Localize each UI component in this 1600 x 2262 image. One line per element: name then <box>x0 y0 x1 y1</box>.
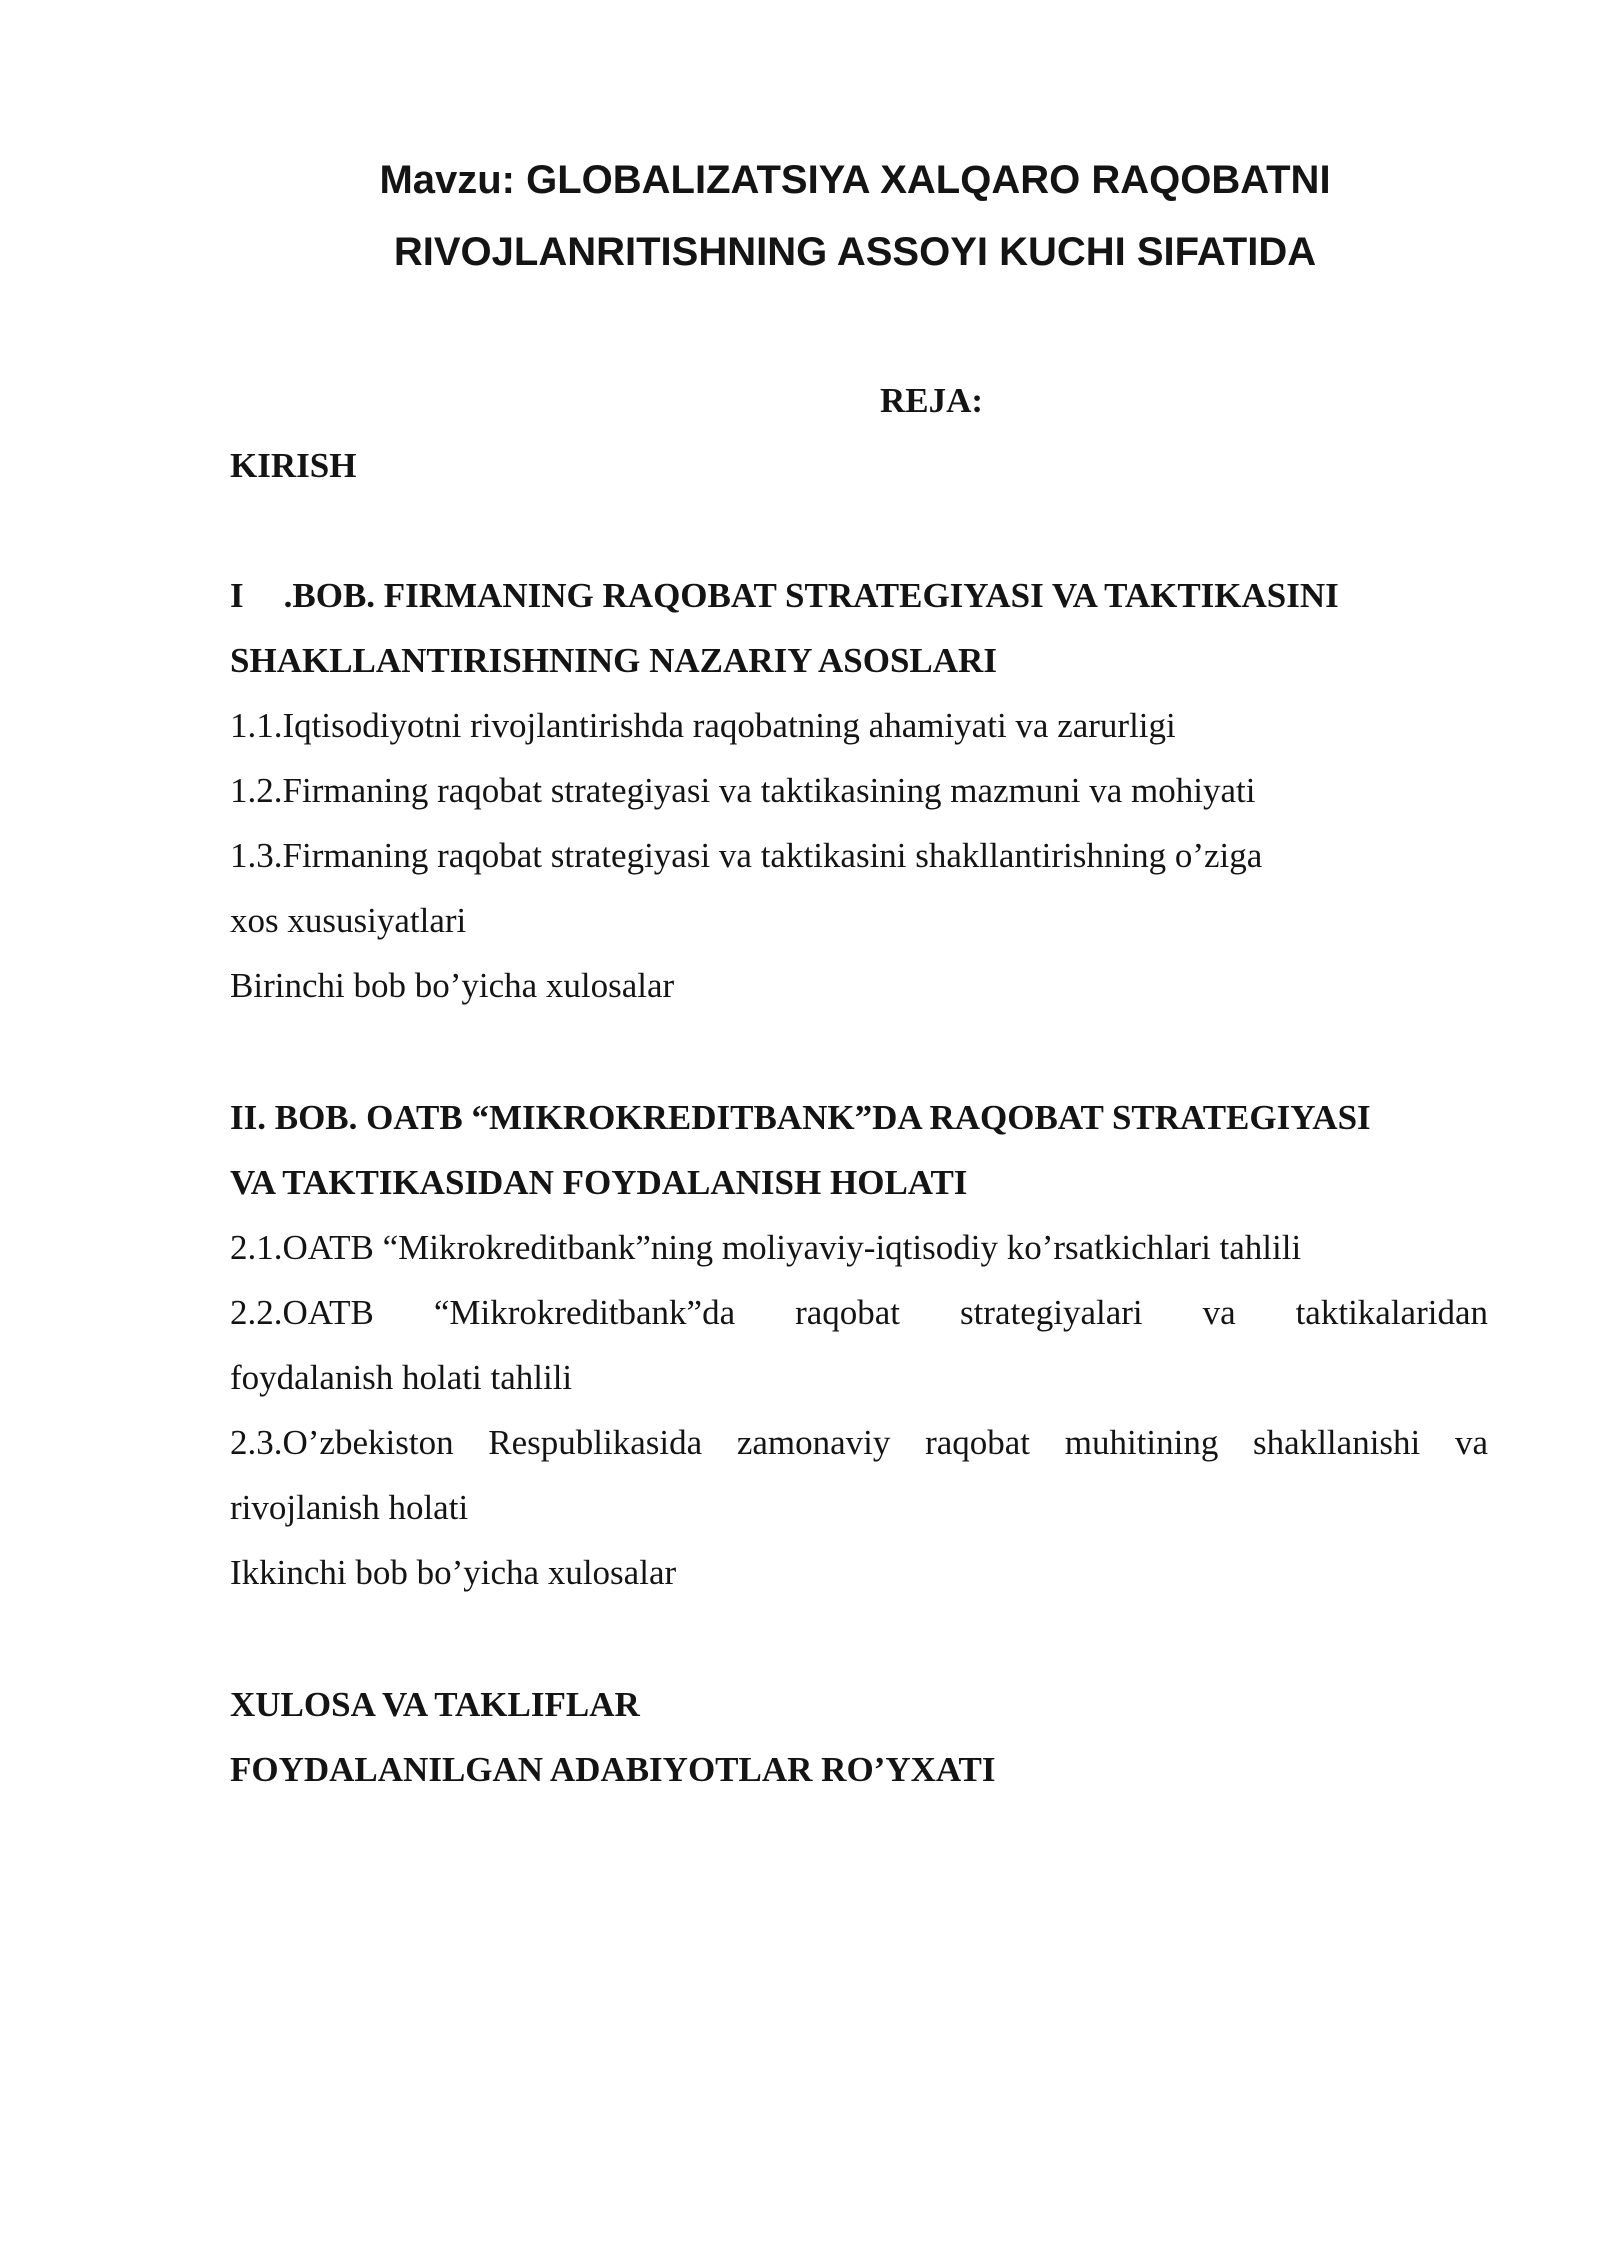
chapter-2-conclusion: Ikkinchi bob bo’yicha xulosalar <box>230 1553 677 1592</box>
chapter-1-title: .BOB. FIRMANING RAQOBAT STRATEGIYASI VA TAKTIKASINI <box>283 576 1339 615</box>
section-2-3-continued: rivojlanish holati <box>230 1488 469 1527</box>
intro-heading: KIRISH <box>230 446 357 485</box>
plan-heading: REJA: <box>879 381 984 420</box>
section-1-1: 1.1.Iqtisodiyotni rivojlantirishda raqobatning ahamiyati va zarurligi <box>230 706 1176 745</box>
conclusions-heading: XULOSA VA TAKLIFLAR <box>230 1685 640 1724</box>
references-heading: FOYDALANILGAN ADABIYOTLAR RO’YXATI <box>230 1750 996 1789</box>
section-2-2-continued: foydalanish holati tahlili <box>230 1358 573 1397</box>
chapter-1-heading-line-1 <box>230 563 1488 628</box>
chapter-2-heading-line-2: VA TAKTIKASIDAN FOYDALANISH HOLATI <box>230 1163 968 1202</box>
section-1-3-continued: xos xususiyatlari <box>230 901 467 940</box>
chapter-1 <box>230 563 1488 1018</box>
section-1-3: 1.3.Firmaning raqobat strategiyasi va taktikasini shakllantirishning o’ziga <box>230 836 1263 875</box>
section-2-1: 2.1.OATB “Mikrokreditbank”ning moliyaviy-iqtisodiy ko’rsatkichlari tahlili <box>230 1228 1302 1267</box>
title-line-2: RIVOJLANRITISHNING ASSOYI KUCHI SIFATIDA <box>393 230 1317 274</box>
chapter-1-number: I <box>230 576 244 615</box>
title-line-1: Mavzu: GLOBALIZATSIYA XALQARO RAQOBATNI <box>379 158 1331 202</box>
chapter-2 <box>230 1085 1488 1605</box>
chapter-1-conclusion: Birinchi bob bo’yicha xulosalar <box>230 966 675 1005</box>
chapter-1-heading-line-2: SHAKLLANTIRISHNING NAZARIY ASOSLARI <box>230 641 997 680</box>
chapter-2-heading-line-1: II. BOB. OATB “MIKROKREDITBANK”DA RAQOBAT STRATEGIYASI <box>230 1098 1371 1137</box>
section-2-3: 2.3.O’zbekiston Respublikasida zamonaviy raqobat muhitining shakllanishi va <box>230 1423 1488 1462</box>
page-title <box>230 144 1480 288</box>
section-1-2: 1.2.Firmaning raqobat strategiyasi va taktikasining mazmuni va mohiyati <box>230 771 1256 810</box>
closing-sections <box>230 1672 1488 1802</box>
section-2-2: 2.2.OATB “Mikrokreditbank”da raqobat strategiyalari va taktikalaridan <box>230 1293 1488 1332</box>
